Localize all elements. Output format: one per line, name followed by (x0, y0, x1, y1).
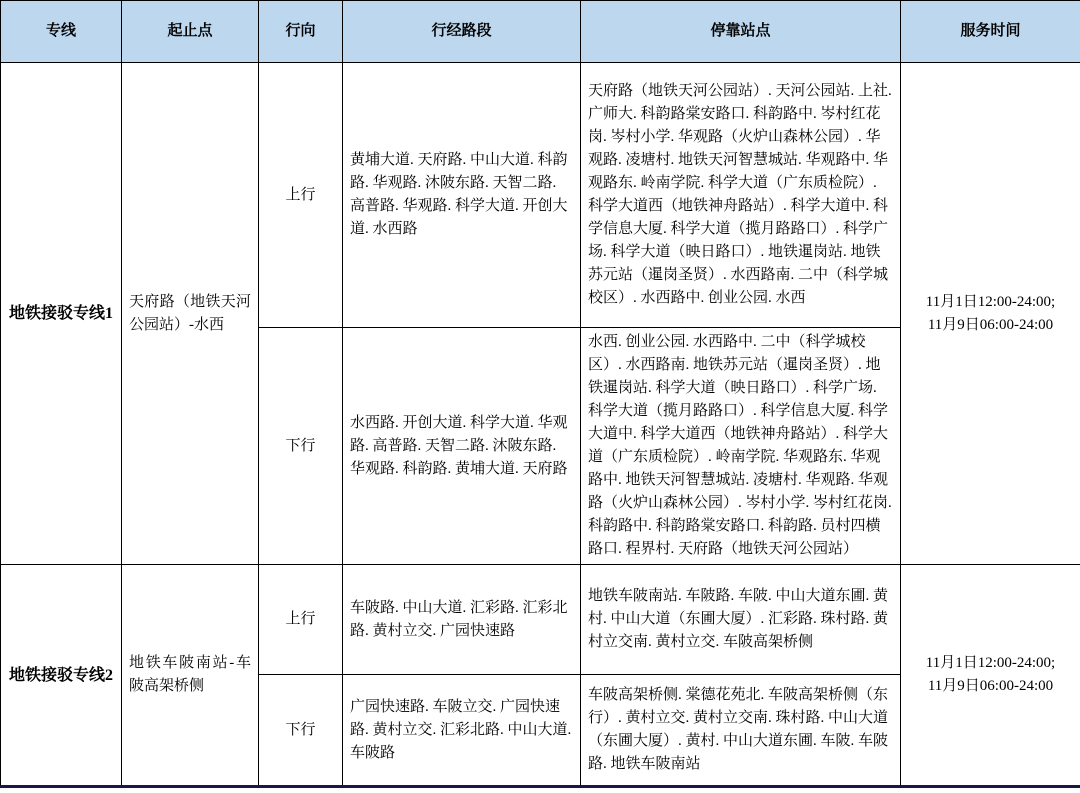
direction-cell: 上行 (259, 565, 343, 675)
service-time-line-2: 11月9日06:00-24:00 (927, 678, 1054, 694)
header-row (1, 1, 1080, 63)
stops-cell: 车陂高架桥侧. 棠德花苑北. 车陂高架桥侧（东行）. 黄村立交. 黄村立交南. 珠村路. 中山大道（东圃大厦）. 黄村. 中山大道东圃. 车陂. 车陂路. 地铁车陂南站 (581, 675, 901, 787)
endpoints-cell: 地铁车陂南站-车陂高架桥侧 (122, 565, 259, 787)
service-time-line-2: 11月9日06:00-24:00 (927, 316, 1054, 333)
column-header-service-time: 服务时间 (901, 1, 1080, 63)
column-header-line: 专线 (1, 1, 122, 63)
stops-cell: 水西. 创业公园. 水西路中. 二中（科学城校区）. 水西路南. 地铁苏元站（暹岗圣贤）. 地铁暹岗站. 科学大道（映日路口）. 科学广场. 科学大道（揽月路路口）. 科学信息大厦. 科学大道中. 科学大道西（地铁神舟路站）. 科学大道（广东质检院）. 岭南学院. 华观路东. 华观路中. 地铁天河智慧城站. 凌塘村. 华观路. 华观路（火炉山森林公园）. 岑村小学. 岑村红花岗. 科韵路中. 科韵路棠安路口. 科韵路. 员村四横路口. 程界村. 天府路（地铁天河公园站） (581, 328, 901, 565)
service-time-line-1: 11月1日12:00-24:00; (925, 655, 1056, 671)
table-row (1, 63, 1080, 328)
column-header-route-segments: 行经路段 (343, 1, 581, 63)
direction-cell: 上行 (259, 63, 343, 328)
direction-cell: 下行 (259, 328, 343, 565)
line-name-cell: 地铁接驳专线2 (1, 565, 122, 787)
endpoints-cell: 天府路（地铁天河公园站）-水西 (122, 63, 259, 565)
route-segments-cell: 广园快速路. 车陂立交. 广园快速路. 黄村立交. 汇彩北路. 中山大道. 车陂路 (343, 675, 581, 787)
table-row (1, 565, 1080, 675)
column-header-stops: 停靠站点 (581, 1, 901, 63)
service-time-cell (901, 63, 1080, 565)
service-time-cell (901, 565, 1080, 787)
route-segments-cell: 黄埔大道. 天府路. 中山大道. 科韵路. 华观路. 沐陂东路. 天智二路. 高普路. 华观路. 科学大道. 开创大道. 水西路 (343, 63, 581, 328)
stops-cell: 天府路（地铁天河公园站）. 天河公园站. 上社. 广师大. 科韵路棠安路口. 科韵路中. 岑村红花岗. 岑村小学. 华观路（火炉山森林公园）. 华观路. 凌塘村. 地铁天河智慧城站. 华观路中. 华观路东. 岭南学院. 科学大道（广东质检院）. 科学大道西（地铁神舟路站）. 科学大道中. 科学信息大厦. 科学大道（揽月路路口）. 科学广场. 科学大道（映日路口）. 地铁暹岗站. 地铁苏元站（暹岗圣贤）. 水西路南. 二中（科学城校区）. 水西路中. 创业公园. 水西 (581, 63, 901, 328)
stops-cell: 地铁车陂南站. 车陂路. 车陂. 中山大道东圃. 黄村. 中山大道（东圃大厦）. 汇彩路. 珠村路. 黄村立交南. 黄村立交. 车陂高架桥侧 (581, 565, 901, 675)
table-body (1, 63, 1080, 787)
column-header-direction: 行向 (259, 1, 343, 63)
route-segments-cell: 水西路. 开创大道. 科学大道. 华观路. 高普路. 天智二路. 沐陂东路. 华观路. 科韵路. 黄埔大道. 天府路 (343, 328, 581, 565)
route-segments-cell: 车陂路. 中山大道. 汇彩路. 汇彩北路. 黄村立交. 广园快速路 (343, 565, 581, 675)
line-name-cell: 地铁接驳专线1 (1, 63, 122, 565)
direction-cell: 下行 (259, 675, 343, 787)
table-header (1, 1, 1080, 63)
service-time-line-1: 11月1日12:00-24:00; (925, 293, 1056, 310)
column-header-endpoints: 起止点 (122, 1, 259, 63)
